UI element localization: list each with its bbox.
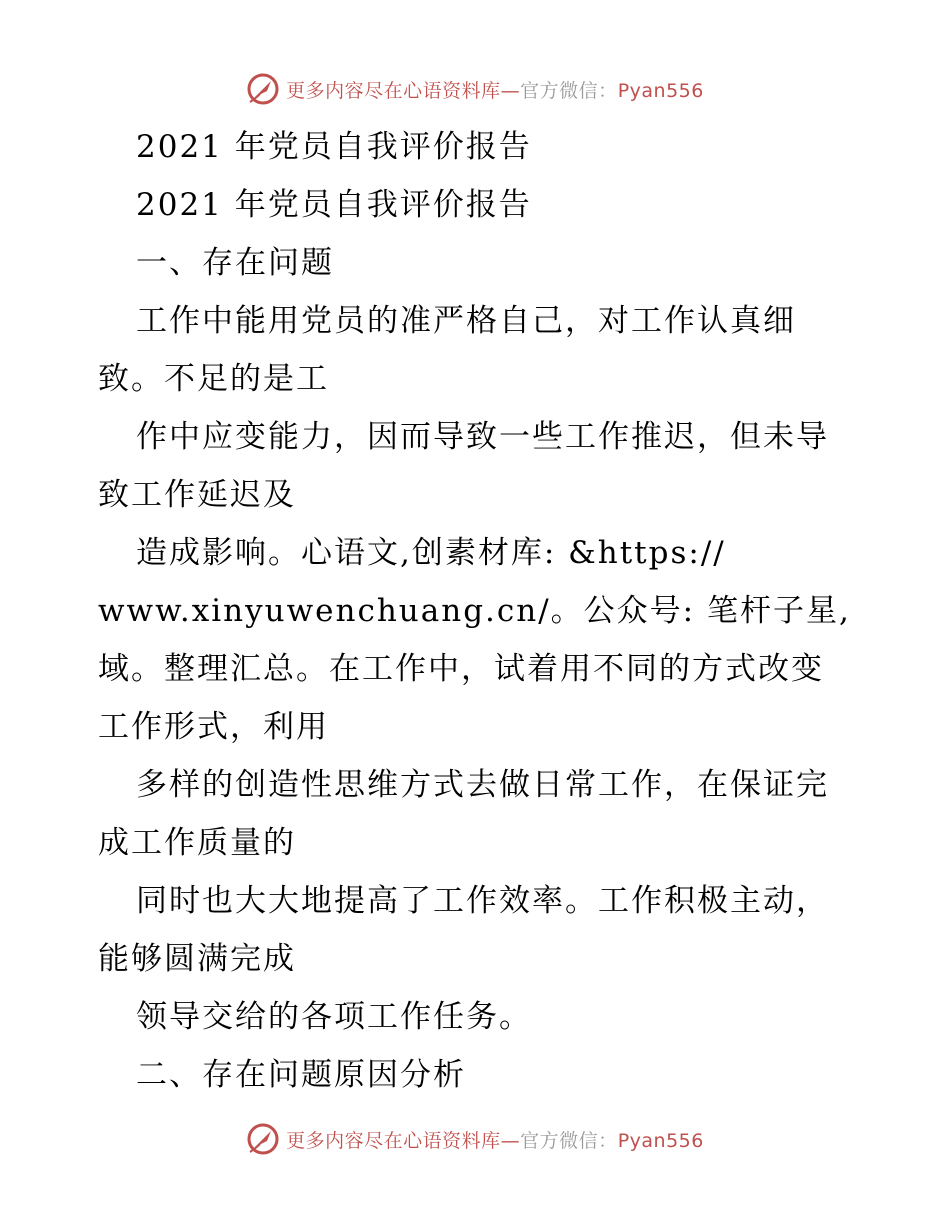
footer-banner-separator: — <box>500 1129 521 1152</box>
header-banner-text <box>286 76 704 103</box>
header-banner-id: Pyan556 <box>617 79 704 102</box>
paragraph-line: www.xinyuwenchuang.cn/。公众号: 笔杆子星, <box>98 593 851 629</box>
paragraph-line: 造成影响。心语文,创素材库: &https:// <box>136 535 726 571</box>
doc-title: 2021 年党员自我评价报告 <box>136 129 532 165</box>
header-banner-separator: — <box>500 79 521 102</box>
doc-subtitle: 2021 年党员自我评价报告 <box>136 187 532 223</box>
section-heading-1: 一、存在问题 <box>136 245 334 281</box>
section-heading-2: 二、存在问题原因分析 <box>136 1057 466 1093</box>
paragraph-line: 致工作延迟及 <box>98 477 296 513</box>
document-body <box>98 118 858 1104</box>
paragraph-line: 作中应变能力，因而导致一些工作推迟，但未导 <box>136 419 829 455</box>
header-banner-wechat: 官方微信： <box>520 79 618 102</box>
paragraph-line: 域。整理汇总。在工作中，试着用不同的方式改变 <box>98 651 824 687</box>
paragraph-line: 工作形式，利用 <box>98 709 329 745</box>
paragraph-line: 成工作质量的 <box>98 825 296 861</box>
quill-pen-logo-icon <box>246 1122 280 1156</box>
header-banner-main: 更多内容尽在心语资料库 <box>286 79 501 102</box>
paragraph-line: 致。不足的是工 <box>98 361 329 397</box>
footer-banner-id: Pyan556 <box>617 1129 704 1152</box>
paragraph-line: 同时也大大地提高了工作效率。工作积极主动， <box>136 883 829 919</box>
footer-banner-text <box>286 1126 704 1153</box>
paragraph-line: 多样的创造性思维方式去做日常工作，在保证完 <box>136 767 829 803</box>
paragraph-line: 能够圆满完成 <box>98 941 296 977</box>
footer-banner-wechat: 官方微信： <box>520 1129 618 1152</box>
footer-banner <box>0 1122 950 1156</box>
header-banner <box>0 72 950 106</box>
footer-banner-main: 更多内容尽在心语资料库 <box>286 1129 501 1152</box>
quill-pen-logo-icon <box>246 72 280 106</box>
paragraph-line: 领导交给的各项工作任务。 <box>136 999 532 1035</box>
paragraph-line: 工作中能用党员的准严格自己，对工作认真细 <box>136 303 796 339</box>
